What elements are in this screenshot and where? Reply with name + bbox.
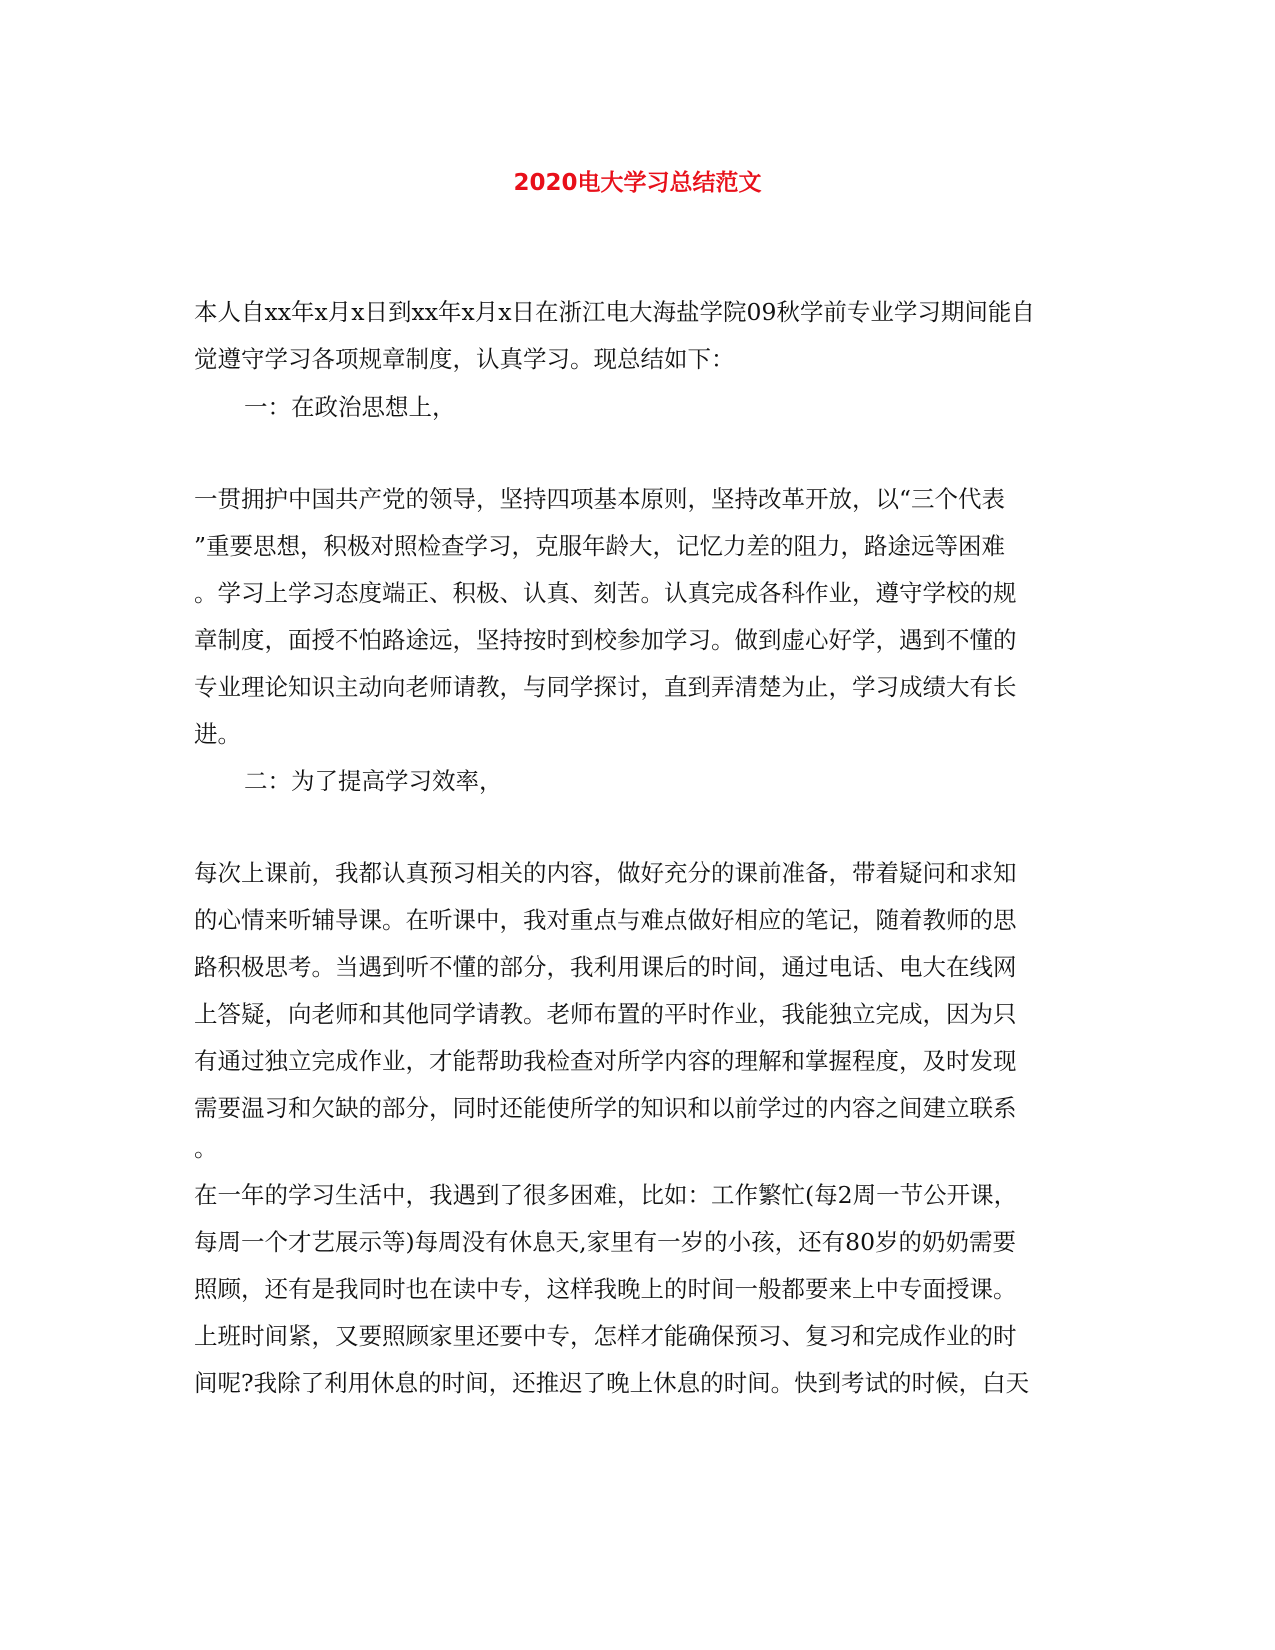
body-line: 进。 (194, 720, 241, 748)
body-line: 上班时间紧，又要照顾家里还要中专，怎样才能确保预习、复习和完成作业的时 (194, 1322, 1017, 1350)
body-line: 间呢?我除了利用休息的时间，还推迟了晚上休息的时间。快到考试的时候，白天 (194, 1369, 1030, 1397)
body-line: 每周一个才艺展示等)每周没有休息天,家里有一岁的小孩，还有80岁的奶奶需要 (194, 1228, 1017, 1256)
body-line: 专业理论知识主动向老师请教，与同学探讨，直到弄清楚为止，学习成绩大有长 (194, 673, 1017, 701)
body-line: 觉遵守学习各项规章制度，认真学习。现总结如下： (194, 345, 735, 373)
body-line: ”重要思想，积极对照检查学习，克服年龄大，记忆力差的阻力，路途远等困难 (194, 532, 1006, 560)
body-line: 章制度，面授不怕路途远，坚持按时到校参加学习。做到虚心好学，遇到不懂的 (194, 626, 1017, 654)
document-title: 2020电大学习总结范文 (513, 170, 762, 196)
body-line: 每次上课前，我都认真预习相关的内容，做好充分的课前准备，带着疑问和求知 (194, 859, 1017, 887)
body-line: 路积极思考。当遇到听不懂的部分，我利用课后的时间，通过电话、电大在线网 (194, 953, 1017, 981)
body-line: 照顾，还有是我同时也在读中专，这样我晚上的时间一般都要来上中专面授课。 (194, 1275, 1017, 1303)
body-line: 的心情来听辅导课。在听课中，我对重点与难点做好相应的笔记，随着教师的思 (194, 906, 1017, 934)
body-line: 有通过独立完成作业，才能帮助我检查对所学内容的理解和掌握程度，及时发现 (194, 1047, 1017, 1075)
body-line: 。学习上学习态度端正、积极、认真、刻苦。认真完成各科作业，遵守学校的规 (194, 579, 1017, 607)
body-line: 需要温习和欠缺的部分，同时还能使所学的知识和以前学过的内容之间建立联系 (194, 1094, 1017, 1122)
body-line: 本人自xx年x月x日到xx年x月x日在浙江电大海盐学院09秋学前专业学习期间能自 (194, 298, 1035, 326)
section-heading: 二：为了提高学习效率， (244, 767, 503, 795)
body-line: 。 (194, 1134, 218, 1162)
section-heading: 一：在政治思想上， (244, 393, 456, 421)
body-line: 上答疑，向老师和其他同学请教。老师布置的平时作业，我能独立完成，因为只 (194, 1000, 1017, 1028)
body-line: 一贯拥护中国共产党的领导，坚持四项基本原则，坚持改革开放，以“三个代表 (194, 485, 1006, 513)
body-line: 在一年的学习生活中，我遇到了很多困难，比如：工作繁忙(每2周一节公开课， (194, 1181, 1018, 1209)
